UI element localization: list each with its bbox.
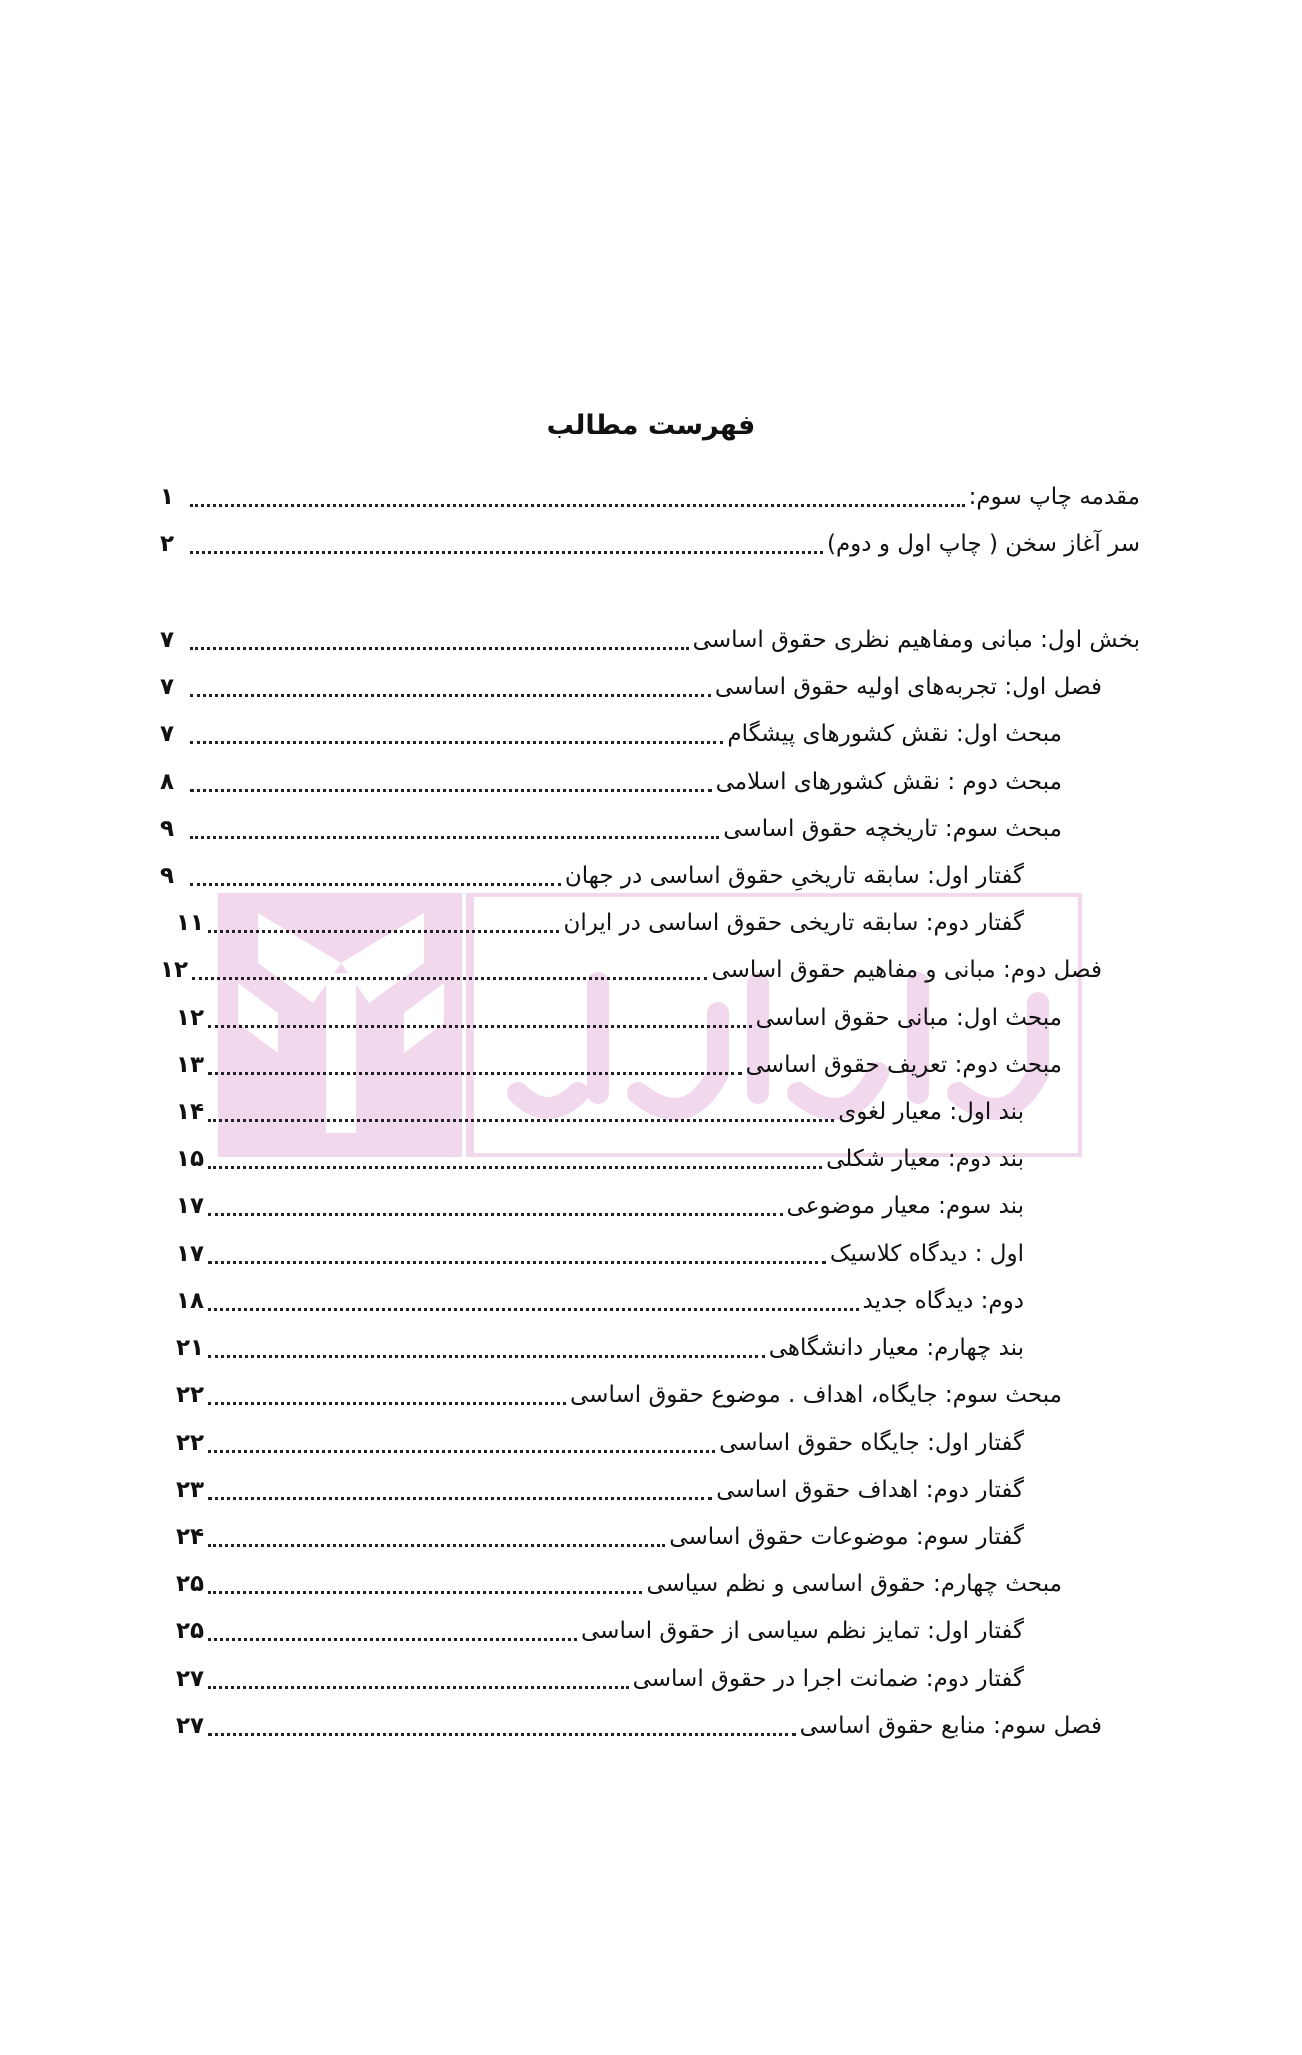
toc-entry-page-number: ۲۱ — [176, 1335, 205, 1361]
toc-entry-page-number: ۸ — [160, 769, 175, 795]
toc-entry-page-number: ۱۱ — [176, 910, 205, 936]
dot-leader — [208, 1591, 642, 1594]
toc-entry-label: گفتار سوم: موضوعات حقوق اساسی — [669, 1524, 1024, 1550]
toc-entry[interactable] — [176, 1706, 1102, 1746]
dot-leader — [208, 1402, 566, 1405]
page-title: فهرست مطالب — [546, 410, 756, 441]
toc-entry-label: بند سوم: معیار موضوعی — [786, 1193, 1024, 1219]
toc-entry-label: دوم: دیدگاه جدید — [862, 1288, 1024, 1314]
toc-entry-page-number: ۲۷ — [176, 1713, 205, 1739]
toc-entry-label: مبحث چهارم: حقوق اساسی و نظم سیاسی — [646, 1571, 1062, 1597]
toc-entry-label: مبحث سوم: جایگاه، اهداف . موضوع حقوق اساسی — [570, 1382, 1062, 1408]
toc-entry[interactable] — [176, 1139, 1024, 1179]
toc-entry-label: فصل دوم: مبانی و مفاهیم حقوق اساسی — [711, 957, 1102, 983]
dot-leader — [192, 977, 707, 980]
toc-entry[interactable] — [176, 1281, 1024, 1321]
dot-leader — [190, 694, 711, 697]
toc-entry[interactable] — [176, 1234, 1024, 1274]
dot-leader — [208, 1072, 742, 1075]
toc-entry-label: گفتار دوم: سابقه تاریخی حقوق اساسی در ایران — [563, 910, 1024, 936]
dot-leader — [208, 1025, 751, 1028]
toc-entry[interactable] — [160, 950, 1102, 990]
toc-entry-label: مبحث دوم: تعریف حقوق اساسی — [745, 1052, 1062, 1078]
dot-leader — [190, 647, 689, 650]
dot-leader — [208, 1733, 796, 1736]
toc-entry-label: فصل سوم: منابع حقوق اساسی — [799, 1713, 1102, 1739]
toc-entry[interactable] — [176, 1659, 1024, 1699]
toc-entry-page-number: ۹ — [160, 863, 175, 889]
toc-entry-label: مبحث دوم : نقش کشورهای اسلامی — [715, 769, 1062, 795]
dot-leader — [190, 741, 723, 744]
toc-entry-page-number: ۲ — [160, 531, 175, 557]
toc-entry-label: گفتار دوم: ضمانت اجرا در حقوق اساسی — [632, 1666, 1024, 1692]
toc-entry[interactable] — [176, 1423, 1024, 1463]
toc-entry-label: گفتار اول: سابقه تاریخیِ حقوق اساسی در جهان — [564, 863, 1024, 889]
toc-entry-label: گفتار دوم: اهداف حقوق اساسی — [716, 1477, 1024, 1503]
toc-entry[interactable] — [176, 1470, 1024, 1510]
dot-leader — [190, 504, 965, 507]
toc-entry-page-number: ۲۵ — [176, 1571, 205, 1597]
toc-entry-label: مبحث اول: مبانی حقوق اساسی — [755, 1005, 1062, 1031]
dot-leader — [208, 930, 559, 933]
dot-leader — [190, 789, 712, 792]
toc-entry-page-number: ۲۵ — [176, 1618, 205, 1644]
dot-leader — [208, 1638, 577, 1641]
toc-entry[interactable] — [160, 620, 1140, 660]
toc-entry-page-number: ۱۳ — [176, 1052, 205, 1078]
toc-entry-page-number: ۷ — [160, 674, 175, 700]
dot-leader — [208, 1686, 629, 1689]
toc-entry[interactable] — [176, 1375, 1062, 1415]
toc-entry-label: سر آغاز سخن ( چاپ اول و دوم) — [826, 531, 1140, 557]
toc-entry-page-number: ۱۲ — [176, 1005, 205, 1031]
toc-entry-label: فصل اول: تجربه‌های اولیه حقوق اساسی — [714, 674, 1102, 700]
toc-entry-page-number: ۲۷ — [176, 1666, 205, 1692]
toc-entry-page-number: ۲۴ — [176, 1524, 205, 1550]
dot-leader — [190, 836, 719, 839]
toc-entry-page-number: ۲۳ — [176, 1477, 205, 1503]
toc-entry-label: بند چهارم: معیار دانشگاهی — [768, 1335, 1024, 1361]
toc-entry-page-number: ۱۷ — [176, 1193, 205, 1219]
toc-entry[interactable] — [176, 998, 1062, 1038]
toc-entry[interactable] — [160, 667, 1102, 707]
toc-entry[interactable] — [176, 1611, 1024, 1651]
toc-entry-page-number: ۲۲ — [176, 1382, 205, 1408]
toc-entry[interactable] — [160, 714, 1062, 754]
toc-entry[interactable] — [160, 762, 1062, 802]
toc-entry-page-number: ۹ — [160, 816, 175, 842]
toc-entry-label: مبحث اول: نقش کشورهای پیشگام — [727, 721, 1062, 747]
toc-entry-page-number: ۷ — [160, 627, 175, 653]
toc-entry[interactable] — [176, 1186, 1024, 1226]
dot-leader — [208, 1497, 712, 1500]
toc-entry-label: مبحث سوم: تاریخچه حقوق اساسی — [723, 816, 1062, 842]
dot-leader — [190, 551, 823, 554]
toc-entry[interactable] — [176, 903, 1024, 943]
toc-entry[interactable] — [176, 1517, 1024, 1557]
dot-leader — [190, 883, 561, 886]
dot-leader — [208, 1544, 665, 1547]
dot-leader — [208, 1213, 782, 1216]
toc-entry-page-number: ۱۲ — [160, 957, 189, 983]
toc-entry-label: بند دوم: معیار شکلی — [826, 1146, 1024, 1172]
toc-entry[interactable] — [160, 477, 1140, 517]
toc-entry-label: گفتار اول: جایگاه حقوق اساسی — [719, 1430, 1024, 1456]
toc-entry-label: بند اول: معیار لغوی — [838, 1099, 1024, 1125]
dot-leader — [208, 1119, 834, 1122]
toc-entry-label: اول : دیدگاه کلاسیک — [829, 1241, 1024, 1267]
toc-entry[interactable] — [160, 856, 1024, 896]
toc-entry-page-number: ۷ — [160, 721, 175, 747]
toc-entry[interactable] — [160, 524, 1140, 564]
toc-entry-page-number: ۲۲ — [176, 1430, 205, 1456]
toc-entry[interactable] — [176, 1045, 1062, 1085]
toc-entry-page-number: ۱۸ — [176, 1288, 205, 1314]
toc-entry-label: بخش اول: مبانی ومفاهیم نظری حقوق اساسی — [692, 627, 1140, 653]
toc-entry-page-number: ۱۵ — [176, 1146, 205, 1172]
toc-entry-page-number: ۱ — [160, 484, 175, 510]
toc-entry[interactable] — [176, 1328, 1024, 1368]
dot-leader — [208, 1261, 826, 1264]
toc-entry-label: گفتار اول: تمایز نظم سیاسی از حقوق اساسی — [581, 1618, 1024, 1644]
dot-leader — [208, 1166, 822, 1169]
toc-entry-label: مقدمه چاپ سوم: — [968, 484, 1140, 510]
toc-entry[interactable] — [160, 809, 1062, 849]
toc-entry[interactable] — [176, 1092, 1024, 1132]
table-of-contents — [160, 0, 1140, 2055]
toc-entry-page-number: ۱۷ — [176, 1241, 205, 1267]
dot-leader — [208, 1450, 715, 1453]
toc-entry[interactable] — [176, 1564, 1062, 1604]
dot-leader — [208, 1308, 858, 1311]
dot-leader — [208, 1355, 765, 1358]
toc-entry-page-number: ۱۴ — [176, 1099, 205, 1125]
